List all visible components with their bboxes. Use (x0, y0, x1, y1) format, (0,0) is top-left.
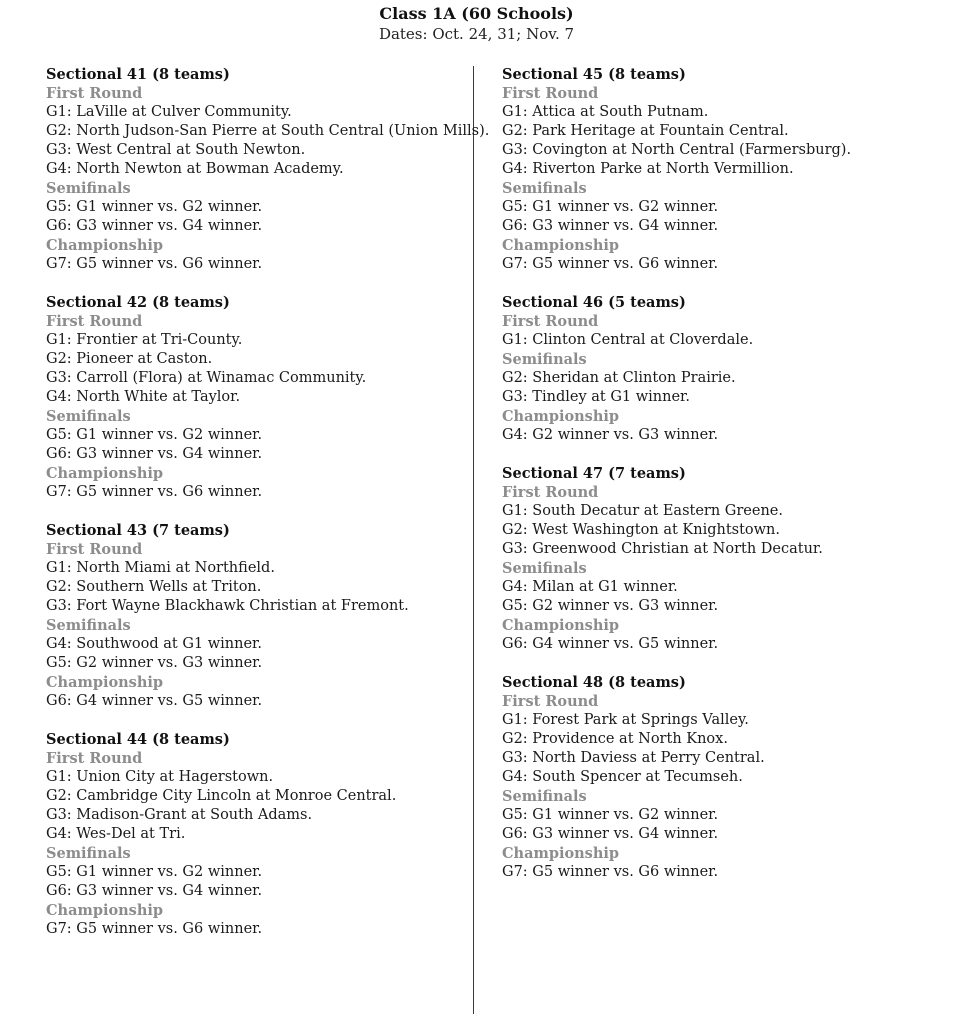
round-heading: First Round (502, 85, 599, 102)
game-line: G6: G4 winner vs. G5 winner. (502, 636, 719, 652)
sectional-title: Sectional 41 (8 teams) (46, 66, 230, 83)
sectional-block (502, 65, 947, 274)
game-line: G7: G5 winner vs. G6 winner. (502, 256, 719, 272)
game-line: G6: G3 winner vs. G4 winner. (46, 218, 263, 234)
game-line: G4: Wes-Del at Tri. (46, 826, 186, 842)
right-column (502, 65, 947, 901)
game-line: G2: Providence at North Knox. (502, 731, 728, 747)
game-line: G5: G2 winner vs. G3 winner. (502, 598, 719, 614)
game-line: G3: Greenwood Christian at North Decatur. (502, 541, 823, 557)
game-line: G3: Carroll (Flora) at Winamac Community. (46, 370, 367, 386)
round-heading: First Round (46, 750, 143, 767)
game-line: G6: G3 winner vs. G4 winner. (502, 826, 719, 842)
sectional-title: Sectional 42 (8 teams) (46, 294, 230, 311)
game-line: G1: Forest Park at Springs Valley. (502, 712, 749, 728)
sectional-block (46, 65, 491, 274)
game-line: G2: Cambridge City Lincoln at Monroe Central. (46, 788, 397, 804)
round-heading: Championship (46, 237, 164, 254)
game-line: G6: G4 winner vs. G5 winner. (46, 693, 263, 709)
game-line: G1: North Miami at Northfield. (46, 560, 275, 576)
game-line: G4: Riverton Parke at North Vermillion. (502, 161, 794, 177)
game-line: G3: North Daviess at Perry Central. (502, 750, 765, 766)
round-heading: Championship (46, 902, 164, 919)
page-header (0, 3, 953, 44)
game-line: G2: Pioneer at Caston. (46, 351, 213, 367)
page-title: Class 1A (60 Schools) (379, 4, 574, 23)
round-heading: First Round (46, 313, 143, 330)
game-line: G1: South Decatur at Eastern Greene. (502, 503, 784, 519)
game-line: G1: Frontier at Tri-County. (46, 332, 243, 348)
game-line: G1: LaVille at Culver Community. (46, 104, 292, 120)
round-heading: Semifinals (46, 617, 131, 634)
round-heading: Semifinals (46, 845, 131, 862)
game-line: G2: Park Heritage at Fountain Central. (502, 123, 789, 139)
round-heading: First Round (502, 484, 599, 501)
round-heading: First Round (502, 313, 599, 330)
game-line: G3: West Central at South Newton. (46, 142, 306, 158)
round-heading: Semifinals (502, 560, 587, 577)
round-heading: Championship (502, 237, 620, 254)
left-column (46, 65, 491, 958)
round-heading: Championship (46, 465, 164, 482)
game-line: G7: G5 winner vs. G6 winner. (502, 864, 719, 880)
game-line: G4: G2 winner vs. G3 winner. (502, 427, 719, 443)
game-line: G2: Sheridan at Clinton Prairie. (502, 370, 736, 386)
game-line: G3: Covington at North Central (Farmersburg). (502, 142, 852, 158)
round-heading: Championship (502, 408, 620, 425)
dates-line: Dates: Oct. 24, 31; Nov. 7 (378, 25, 575, 43)
round-heading: Semifinals (502, 180, 587, 197)
sectional-title: Sectional 45 (8 teams) (502, 66, 686, 83)
round-heading: Championship (502, 617, 620, 634)
game-line: G1: Clinton Central at Cloverdale. (502, 332, 754, 348)
round-heading: First Round (46, 85, 143, 102)
sectional-block (502, 293, 947, 445)
game-line: G5: G1 winner vs. G2 winner. (502, 807, 719, 823)
sectional-block (46, 293, 491, 502)
game-line: G4: Milan at G1 winner. (502, 579, 678, 595)
game-line: G4: Southwood at G1 winner. (46, 636, 262, 652)
round-heading: Semifinals (46, 408, 131, 425)
round-heading: Semifinals (502, 351, 587, 368)
game-line: G2: North Judson-San Pierre at South Central (Union Mills). (46, 123, 490, 139)
game-line: G5: G1 winner vs. G2 winner. (46, 199, 263, 215)
sectional-title: Sectional 47 (7 teams) (502, 465, 686, 482)
sectional-title: Sectional 48 (8 teams) (502, 674, 686, 691)
sectional-title: Sectional 44 (8 teams) (46, 731, 230, 748)
game-line: G7: G5 winner vs. G6 winner. (46, 484, 263, 500)
game-line: G6: G3 winner vs. G4 winner. (46, 883, 263, 899)
sectional-block (46, 521, 491, 711)
game-line: G4: North Newton at Bowman Academy. (46, 161, 344, 177)
game-line: G7: G5 winner vs. G6 winner. (46, 921, 263, 937)
game-line: G4: North White at Taylor. (46, 389, 241, 405)
round-heading: First Round (46, 541, 143, 558)
game-line: G6: G3 winner vs. G4 winner. (502, 218, 719, 234)
round-heading: First Round (502, 693, 599, 710)
sectional-title: Sectional 46 (5 teams) (502, 294, 686, 311)
game-line: G5: G1 winner vs. G2 winner. (46, 864, 263, 880)
round-heading: Semifinals (46, 180, 131, 197)
sectional-title: Sectional 43 (7 teams) (46, 522, 230, 539)
game-line: G4: South Spencer at Tecumseh. (502, 769, 743, 785)
sectional-block (502, 673, 947, 882)
game-line: G5: G1 winner vs. G2 winner. (46, 427, 263, 443)
round-heading: Championship (46, 674, 164, 691)
game-line: G5: G2 winner vs. G3 winner. (46, 655, 263, 671)
game-line: G3: Fort Wayne Blackhawk Christian at Fremont. (46, 598, 409, 614)
game-line: G3: Tindley at G1 winner. (502, 389, 691, 405)
game-line: G2: Southern Wells at Triton. (46, 579, 262, 595)
game-line: G7: G5 winner vs. G6 winner. (46, 256, 263, 272)
round-heading: Championship (502, 845, 620, 862)
game-line: G1: Union City at Hagerstown. (46, 769, 274, 785)
game-line: G3: Madison-Grant at South Adams. (46, 807, 313, 823)
sectional-block (502, 464, 947, 654)
sectional-block (46, 730, 491, 939)
round-heading: Semifinals (502, 788, 587, 805)
game-line: G2: West Washington at Knightstown. (502, 522, 781, 538)
game-line: G1: Attica at South Putnam. (502, 104, 709, 120)
game-line: G6: G3 winner vs. G4 winner. (46, 446, 263, 462)
game-line: G5: G1 winner vs. G2 winner. (502, 199, 719, 215)
